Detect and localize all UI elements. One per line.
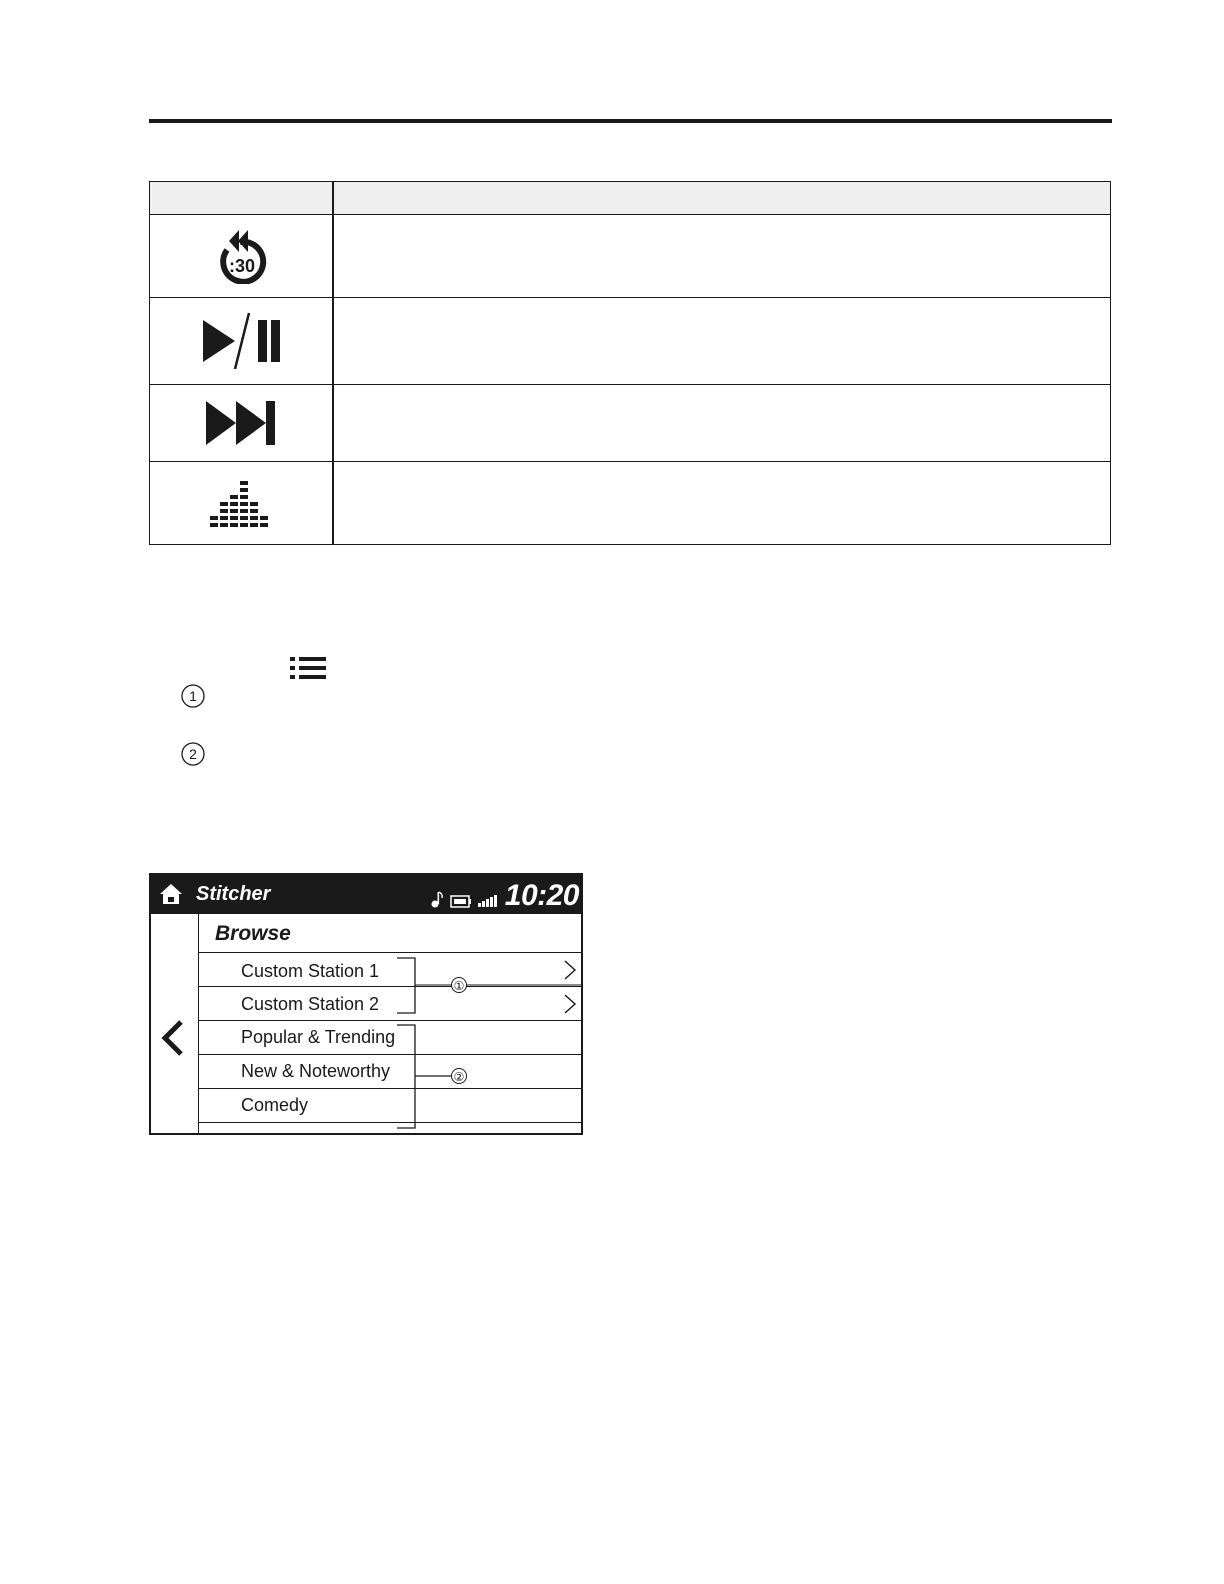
description-cell bbox=[334, 215, 1110, 297]
equalizer-bar-segment bbox=[240, 523, 248, 527]
equalizer-bar-segment bbox=[220, 509, 228, 513]
equalizer-bar-segment bbox=[240, 516, 248, 520]
equalizer-bar-segment bbox=[260, 516, 268, 520]
callout-overlay bbox=[151, 875, 583, 1135]
svg-text:2: 2 bbox=[189, 746, 197, 762]
list-item-label: Popular & Trending bbox=[241, 1027, 396, 1047]
table-row bbox=[150, 385, 332, 461]
stitcher-browse-screen bbox=[149, 873, 583, 1135]
section-rule bbox=[149, 119, 1112, 123]
clock: 10:20 bbox=[504, 879, 579, 912]
description-cell bbox=[334, 462, 1110, 544]
list-item-label: Custom Station 1 bbox=[241, 961, 380, 981]
equalizer-bar-segment bbox=[210, 516, 218, 520]
equalizer-bar-segment bbox=[260, 523, 268, 527]
equalizer-bar-segment bbox=[230, 495, 238, 499]
equalizer-bar-segment bbox=[250, 502, 258, 506]
equalizer-bar-segment bbox=[240, 509, 248, 513]
play-pause-icon bbox=[199, 311, 283, 371]
list-item-label: Comedy bbox=[241, 1095, 309, 1115]
table-row bbox=[150, 298, 332, 384]
equalizer-bar-segment bbox=[250, 509, 258, 513]
app-title: Stitcher bbox=[196, 883, 271, 905]
callout-1: ① bbox=[453, 979, 465, 993]
equalizer-bar-segment bbox=[230, 523, 238, 527]
table-header bbox=[150, 182, 1110, 215]
equalizer-icon bbox=[209, 475, 273, 531]
list-item-label: New & Noteworthy bbox=[241, 1061, 391, 1081]
svg-text::30: :30 bbox=[228, 256, 256, 276]
equalizer-bar-segment bbox=[250, 523, 258, 527]
equalizer-bar-segment bbox=[240, 481, 248, 485]
equalizer-bar-segment bbox=[240, 495, 248, 499]
browse-title: Browse bbox=[215, 922, 291, 945]
equalizer-bar-segment bbox=[220, 516, 228, 520]
list-item-label: Custom Station 2 bbox=[241, 994, 380, 1014]
skip-forward-icon bbox=[204, 399, 278, 447]
marker-2 bbox=[180, 741, 206, 767]
equalizer-bar-segment bbox=[250, 516, 258, 520]
rewind-30-icon bbox=[214, 228, 268, 284]
description-cell bbox=[334, 298, 1110, 384]
icon-table bbox=[149, 181, 1111, 545]
equalizer-bar-segment bbox=[230, 509, 238, 513]
equalizer-bar-segment bbox=[240, 488, 248, 492]
equalizer-bar-segment bbox=[230, 502, 238, 506]
equalizer-bar-segment bbox=[240, 502, 248, 506]
equalizer-bar-segment bbox=[220, 502, 228, 506]
description-cell bbox=[334, 385, 1110, 461]
svg-text:1: 1 bbox=[189, 688, 197, 704]
marker-1 bbox=[180, 683, 206, 709]
equalizer-bar-segment bbox=[210, 523, 218, 527]
equalizer-bar-segment bbox=[220, 523, 228, 527]
callout-2: ② bbox=[453, 1070, 465, 1084]
table-row bbox=[150, 462, 332, 544]
table-row bbox=[150, 215, 332, 297]
equalizer-bar-segment bbox=[230, 516, 238, 520]
list-icon bbox=[290, 657, 326, 679]
